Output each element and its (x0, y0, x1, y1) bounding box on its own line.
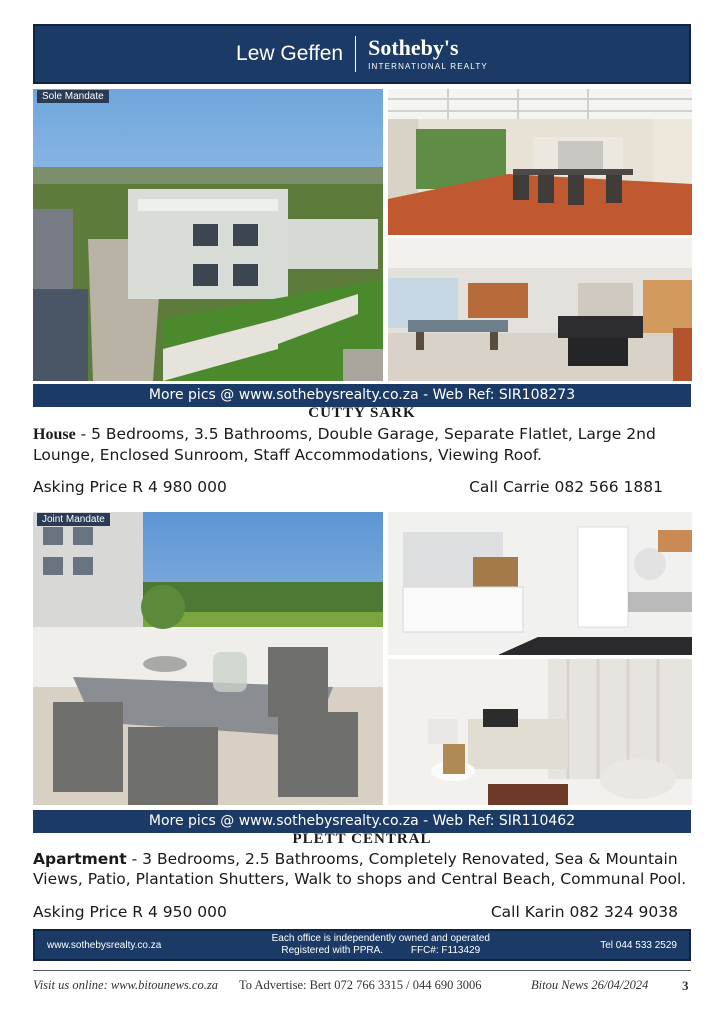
property-details: - 3 Bedrooms, 2.5 Bathrooms, Completely Renovated, Sea & Mountain Views, Patio, Plantation Shutters, Walk to shops and Central Beach, Communal Pool. (33, 850, 687, 888)
price-row (33, 478, 683, 496)
footer-divider (33, 970, 691, 971)
visit-online[interactable]: Visit us online: www.bitounews.co.za (33, 978, 218, 992)
more-pics-bar[interactable]: More pics @ www.sothebysrealty.co.za - Web Ref: SIR110462 (33, 810, 691, 833)
asking-price: Asking Price R 4 950 000 (33, 903, 227, 921)
notice-line-2: Registered with PPRA. FFC#: F113429 (281, 945, 481, 956)
brand-sothebys-logo (368, 37, 488, 71)
property-details: - 5 Bedrooms, 3.5 Bathrooms, Double Garage, Separate Flatlet, Large 2nd Lounge, Enclosed Sunroom, Staff Accommodations, Viewing Roof. (33, 425, 656, 464)
mandate-tag: Joint Mandate (37, 513, 110, 526)
price-row (33, 903, 683, 921)
listing-title: PLETT CENTRAL (292, 831, 432, 847)
property-type: House (33, 426, 76, 443)
lounge-photo (388, 238, 692, 381)
office-notice (272, 933, 490, 957)
notice-line-1: Each office is independently owned and operated (271, 933, 490, 944)
footer-telephone: Tel 044 533 2529 (600, 939, 677, 951)
brand-subtitle: INTERNATIONAL REALTY (368, 62, 488, 71)
listing-title: CUTTY SARK (308, 405, 416, 421)
listing-description (33, 849, 698, 889)
house-exterior-photo (33, 89, 383, 381)
asking-price: Asking Price R 4 980 000 (33, 478, 227, 496)
page-number: 3 (682, 978, 689, 993)
mandate-tag: Sole Mandate (37, 90, 109, 103)
property-type: Apartment (33, 850, 127, 868)
advertise-contact: To Advertise: Bert 072 766 3315 / 044 690 3006 (239, 978, 482, 992)
sunroom-photo (388, 89, 692, 235)
office-footer-bar (33, 929, 691, 961)
kitchen-photo (388, 512, 692, 655)
brand-sothebys: Sotheby's (368, 35, 459, 60)
agent-contact[interactable]: Call Karin 082 324 9038 (490, 903, 678, 921)
bedroom-photo (388, 659, 692, 805)
issue-date: Bitou News 26/04/2024 (531, 978, 649, 992)
patio-photo (33, 512, 383, 805)
page-footer (33, 978, 693, 996)
footer-website-link[interactable]: www.sothebysrealty.co.za (47, 939, 162, 951)
brand-divider (355, 36, 356, 72)
brand-lew-geffen: Lew Geffen (236, 42, 344, 65)
listing-description (33, 424, 698, 465)
header-banner (33, 24, 691, 84)
agent-contact[interactable]: Call Carrie 082 566 1881 (469, 478, 663, 496)
more-pics-bar[interactable]: More pics @ www.sothebysrealty.co.za - Web Ref: SIR108273 (33, 384, 691, 407)
